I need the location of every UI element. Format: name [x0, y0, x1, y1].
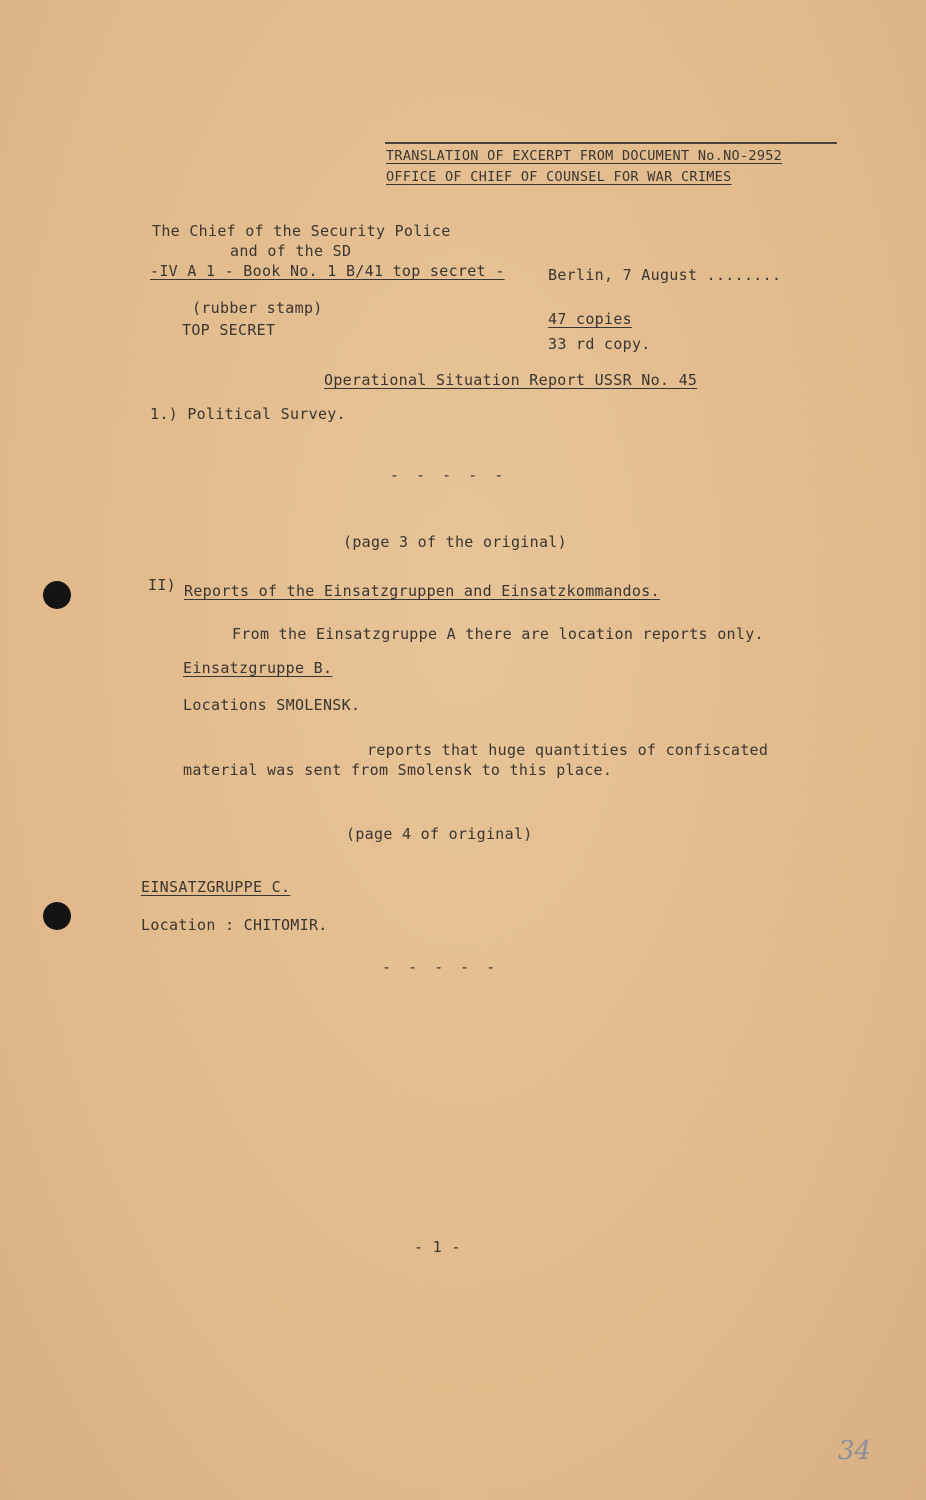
page-number: - 1 - — [414, 1238, 461, 1256]
punch-hole-bottom — [43, 902, 71, 930]
section-2-number: II) — [148, 576, 176, 594]
punch-hole-top — [43, 581, 71, 609]
stamp-text: TOP SECRET — [182, 321, 276, 339]
paragraph-group-a: From the Einsatzgruppe A there are location reports only. — [232, 625, 764, 643]
group-b-heading: Einsatzgruppe B. — [183, 659, 333, 677]
header-top-rule — [385, 142, 837, 144]
section-2-heading: Reports of the Einsatzgruppen and Einsatzkommandos. — [184, 582, 660, 600]
date-line: Berlin, 7 August ........ — [548, 266, 782, 284]
copies-count: 47 copies — [548, 310, 632, 328]
stamp-label: (rubber stamp) — [192, 299, 323, 317]
page-reference-1: (page 3 of the original) — [343, 533, 567, 551]
sender-line-1: The Chief of the Security Police — [152, 222, 451, 240]
header-line-1: TRANSLATION OF EXCERPT FROM DOCUMENT No.NO-2952 — [386, 148, 783, 164]
group-c-heading: EINSATZGRUPPE C. — [141, 878, 291, 896]
separator-2: - - - - - — [382, 958, 500, 976]
separator-1: - - - - - — [390, 466, 508, 484]
group-b-report-line-2: material was sent from Smolensk to this place. — [183, 761, 613, 779]
section-1-heading: 1.) Political Survey. — [150, 405, 346, 423]
page-reference-2: (page 4 of original) — [346, 825, 533, 843]
sender-line-2: and of the SD — [230, 242, 352, 260]
handwritten-page-number: 34 — [838, 1436, 872, 1466]
header-line-2: OFFICE OF CHIEF OF COUNSEL FOR WAR CRIMES — [386, 169, 732, 185]
copy-number: 33 rd copy. — [548, 335, 651, 353]
group-c-location: Location : CHITOMIR. — [141, 916, 328, 934]
report-title: Operational Situation Report USSR No. 45 — [324, 371, 698, 389]
sender-reference: -IV A 1 - Book No. 1 B/41 top secret - — [150, 262, 505, 280]
group-b-location: Locations SMOLENSK. — [183, 696, 361, 714]
group-b-report-line-1: reports that huge quantities of confiscated — [367, 741, 769, 759]
